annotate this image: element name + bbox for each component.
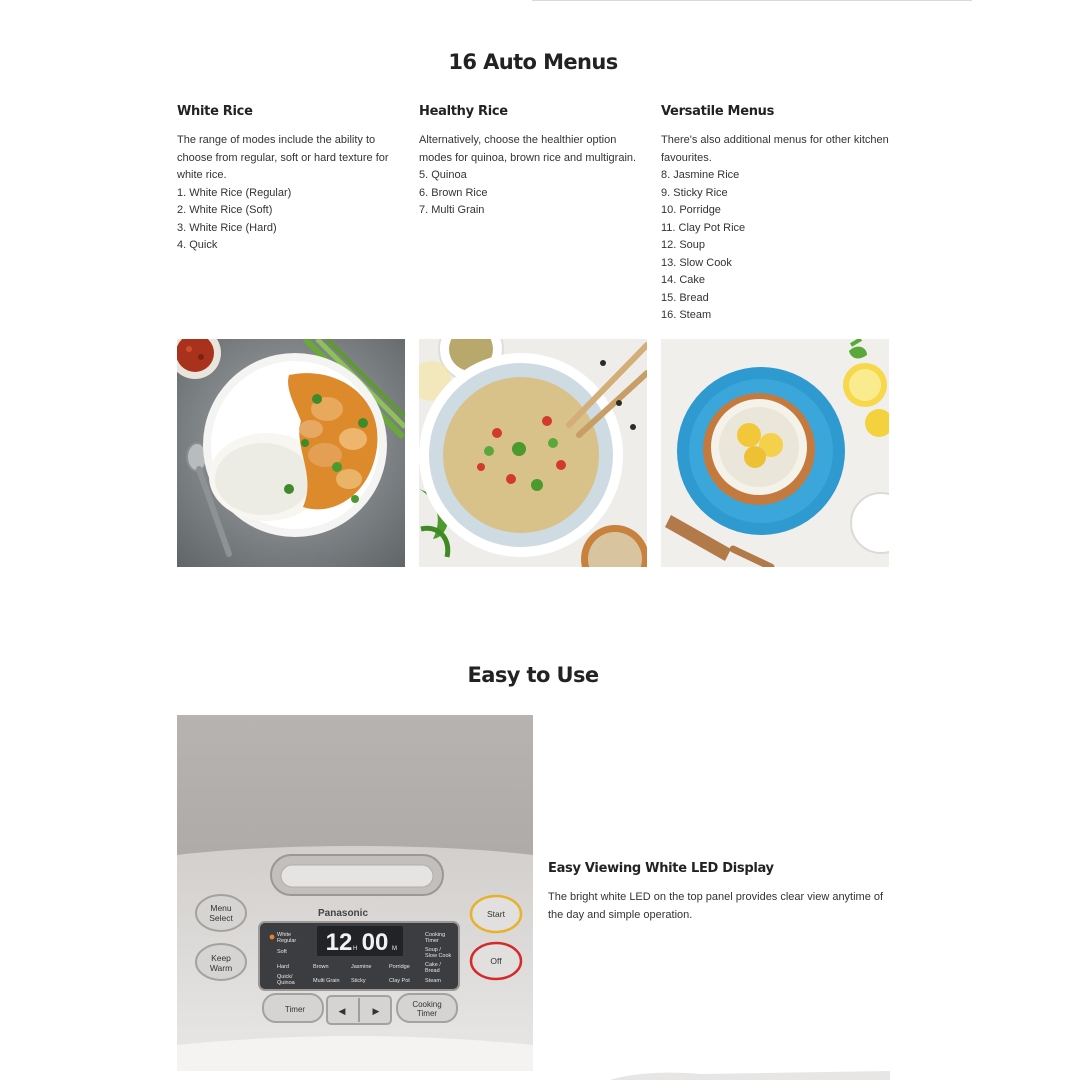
section-title-easy-to-use: Easy to Use xyxy=(467,663,599,687)
svg-text:Quinoa: Quinoa xyxy=(277,980,295,986)
arrow-left-button[interactable]: ◀ xyxy=(338,1006,346,1016)
svg-text:Select: Select xyxy=(209,913,233,923)
section-title-auto-menus: 16 Auto Menus xyxy=(448,50,618,74)
coconut-cake-photo xyxy=(661,339,889,567)
svg-text:Sticky: Sticky xyxy=(351,978,366,984)
svg-text:Keep: Keep xyxy=(211,953,231,963)
list-item: 3. White Rice (Hard) xyxy=(177,221,277,234)
list-item: 8. Jasmine Rice xyxy=(661,169,740,181)
menu-column-white-rice xyxy=(177,104,405,255)
svg-text:Cooking: Cooking xyxy=(425,932,446,938)
svg-text:Timer: Timer xyxy=(284,1005,306,1014)
svg-text:Regular: Regular xyxy=(277,938,297,944)
svg-text:Start: Start xyxy=(487,909,505,919)
list-item: 13. Slow Cook xyxy=(661,256,732,269)
svg-text:Cake /: Cake / xyxy=(425,962,441,968)
svg-text:Timer: Timer xyxy=(416,1009,438,1018)
svg-text:Steam: Steam xyxy=(425,978,441,984)
list-item: 12. Soup xyxy=(661,239,706,251)
quinoa-bowl-photo xyxy=(419,339,647,567)
menu-column-versatile-menus xyxy=(661,104,889,325)
svg-text:Cooking: Cooking xyxy=(412,1000,442,1009)
svg-text:Brown: Brown xyxy=(313,964,329,970)
list-item: 9. Sticky Rice xyxy=(661,186,728,199)
menu-list xyxy=(177,185,405,255)
top-divider xyxy=(532,0,972,1)
svg-text:Warm: Warm xyxy=(209,963,233,973)
display-hour: 12 xyxy=(325,929,353,956)
list-item: 5. Quinoa xyxy=(419,169,467,181)
brand-logo: Panasonic xyxy=(317,908,369,919)
feature-heading: Easy Viewing White LED Display xyxy=(548,861,774,876)
svg-text:Clay Pot: Clay Pot xyxy=(389,978,410,984)
display-hour-unit: H xyxy=(353,946,358,952)
menu-list xyxy=(661,167,889,325)
list-item: 11. Clay Pot Rice xyxy=(661,221,746,234)
menu-column-healthy-rice xyxy=(419,104,647,220)
column-heading: Healthy Rice xyxy=(419,104,508,119)
svg-text:Jasmine: Jasmine xyxy=(351,964,372,970)
svg-text:Slow Cook: Slow Cook xyxy=(425,953,452,959)
list-item: 15. Bread xyxy=(661,291,709,304)
list-item: 1. White Rice (Regular) xyxy=(177,186,292,199)
display-minutes: 00 xyxy=(361,929,389,956)
svg-text:Hard: Hard xyxy=(277,964,289,970)
list-item: 16. Steam xyxy=(661,309,712,321)
svg-text:Bread: Bread xyxy=(425,968,440,974)
svg-text:Timer: Timer xyxy=(425,938,439,944)
next-section-image-edge xyxy=(610,1071,890,1080)
svg-text:Soup /: Soup / xyxy=(425,947,441,953)
column-heading: Versatile Menus xyxy=(661,104,775,119)
svg-text:Off: Off xyxy=(490,956,502,966)
active-indicator-light xyxy=(270,935,275,940)
feature-description: The bright white LED on the top panel provides clear view anytime of the day and simple operation. xyxy=(548,891,884,921)
svg-text:Soft: Soft xyxy=(277,949,287,955)
column-description: Alternatively, choose the healthier option modes for quinoa, brown rice and multigrain. xyxy=(419,134,637,164)
rice-cooker-panel-photo xyxy=(177,715,533,1071)
list-item: 7. Multi Grain xyxy=(419,204,485,216)
column-description: There's also additional menus for other kitchen favourites. xyxy=(661,134,889,164)
led-display-feature xyxy=(548,861,893,924)
list-item: 14. Cake xyxy=(661,274,706,286)
svg-text:Quick/: Quick/ xyxy=(277,974,293,980)
column-description: The range of modes include the ability to choose from regular, soft or hard texture for white rice. xyxy=(177,134,389,181)
list-item: 10. Porridge xyxy=(661,204,721,216)
menu-list xyxy=(419,167,647,220)
curry-rice-photo xyxy=(177,339,405,567)
list-item: 2. White Rice (Soft) xyxy=(177,204,273,216)
display-minute-unit: M xyxy=(392,946,397,952)
svg-text:Porridge: Porridge xyxy=(389,964,410,970)
column-heading: White Rice xyxy=(177,104,253,119)
svg-text:Multi Grain: Multi Grain xyxy=(313,978,340,984)
arrow-right-button[interactable]: ▶ xyxy=(372,1006,380,1016)
list-item: 4. Quick xyxy=(177,239,218,251)
svg-text:Menu: Menu xyxy=(210,903,232,913)
svg-text:White: White xyxy=(277,932,292,938)
list-item: 6. Brown Rice xyxy=(419,186,488,199)
